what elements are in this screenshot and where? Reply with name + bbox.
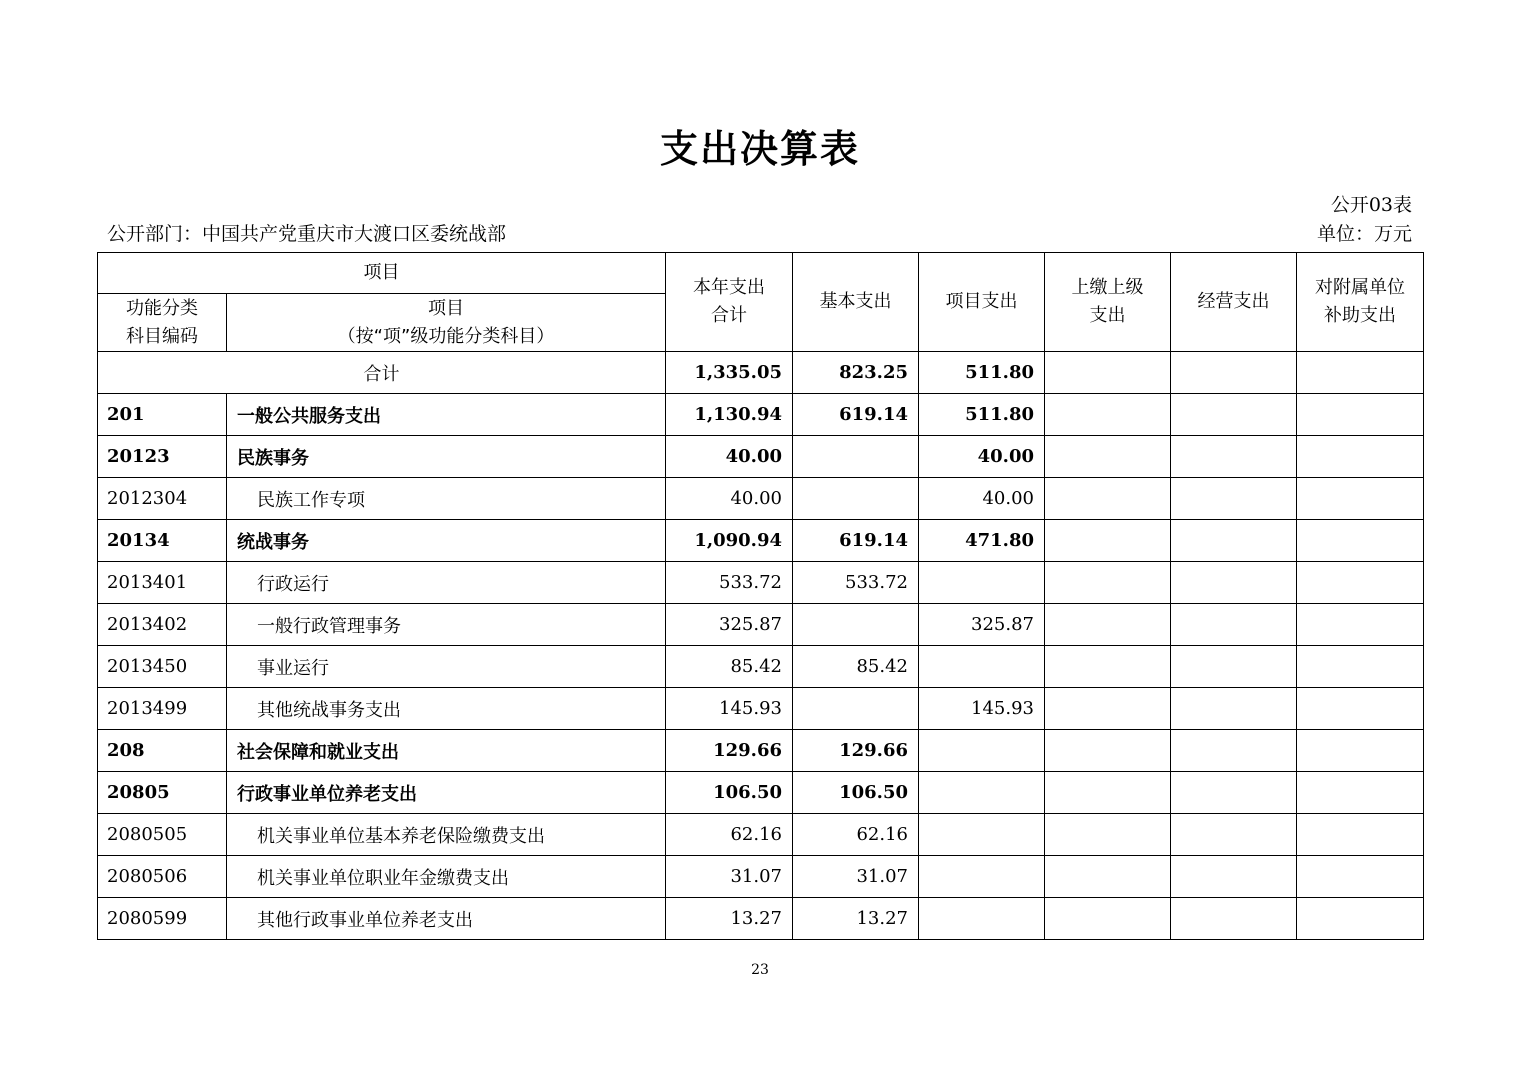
header-project-expenditure: 项目支出 xyxy=(919,253,1045,352)
business-cell xyxy=(1171,352,1297,394)
subsidy-cell xyxy=(1297,436,1424,478)
header-subsidy: 对附属单位 补助支出 xyxy=(1297,253,1424,352)
table-row xyxy=(98,898,1424,940)
business-cell xyxy=(1171,436,1297,478)
header-upper: 上缴上级 支出 xyxy=(1045,253,1171,352)
business-cell xyxy=(1171,688,1297,730)
subsidy-cell xyxy=(1297,856,1424,898)
code-cell: 2080599 xyxy=(98,898,227,940)
subsidy-cell xyxy=(1297,898,1424,940)
header-business: 经营支出 xyxy=(1171,253,1297,352)
expenditure-table xyxy=(97,252,1424,940)
project-cell: 145.93 xyxy=(919,688,1045,730)
basic-cell xyxy=(793,604,919,646)
subsidy-cell xyxy=(1297,772,1424,814)
code-cell: 2013450 xyxy=(98,646,227,688)
total-cell: 106.50 xyxy=(666,772,793,814)
business-cell xyxy=(1171,562,1297,604)
table-row xyxy=(98,646,1424,688)
upper-cell xyxy=(1045,562,1171,604)
item-name-cell: 一般公共服务支出 xyxy=(227,394,666,436)
project-cell: 471.80 xyxy=(919,520,1045,562)
page-number: 23 xyxy=(751,962,769,978)
total-cell: 40.00 xyxy=(666,436,793,478)
table-row xyxy=(98,856,1424,898)
total-cell: 145.93 xyxy=(666,688,793,730)
basic-cell: 85.42 xyxy=(793,646,919,688)
project-cell xyxy=(919,730,1045,772)
upper-cell xyxy=(1045,352,1171,394)
code-cell: 2013401 xyxy=(98,562,227,604)
code-cell: 2013499 xyxy=(98,688,227,730)
total-cell: 1,335.05 xyxy=(666,352,793,394)
upper-cell xyxy=(1045,772,1171,814)
table-row xyxy=(98,688,1424,730)
item-name-cell: 民族事务 xyxy=(227,436,666,478)
total-cell: 31.07 xyxy=(666,856,793,898)
code-cell: 20123 xyxy=(98,436,227,478)
header-code: 功能分类 科目编码 xyxy=(98,294,227,352)
project-cell: 40.00 xyxy=(919,436,1045,478)
item-name-cell: 行政运行 xyxy=(227,562,666,604)
page-title: 支出决算表 xyxy=(659,127,860,171)
business-cell xyxy=(1171,730,1297,772)
project-cell xyxy=(919,562,1045,604)
header-basic: 基本支出 xyxy=(793,253,919,352)
business-cell xyxy=(1171,856,1297,898)
subsidy-cell xyxy=(1297,352,1424,394)
item-name-cell: 统战事务 xyxy=(227,520,666,562)
item-name-cell: 机关事业单位基本养老保险缴费支出 xyxy=(227,814,666,856)
total-cell: 1,090.94 xyxy=(666,520,793,562)
basic-cell: 533.72 xyxy=(793,562,919,604)
total-cell: 1,130.94 xyxy=(666,394,793,436)
business-cell xyxy=(1171,520,1297,562)
total-cell: 62.16 xyxy=(666,814,793,856)
upper-cell xyxy=(1045,730,1171,772)
total-cell: 85.42 xyxy=(666,646,793,688)
basic-cell xyxy=(793,478,919,520)
subsidy-cell xyxy=(1297,814,1424,856)
code-cell: 20805 xyxy=(98,772,227,814)
item-name-cell: 一般行政管理事务 xyxy=(227,604,666,646)
project-cell: 325.87 xyxy=(919,604,1045,646)
basic-cell: 823.25 xyxy=(793,352,919,394)
total-cell: 325.87 xyxy=(666,604,793,646)
item-name-cell: 社会保障和就业支出 xyxy=(227,730,666,772)
upper-cell xyxy=(1045,478,1171,520)
project-cell xyxy=(919,856,1045,898)
department-label: 公开部门：中国共产党重庆市大渡口区委统战部 xyxy=(107,223,507,245)
total-cell: 129.66 xyxy=(666,730,793,772)
header-item: 项目 （按“项”级功能分类科目） xyxy=(227,294,666,352)
total-cell: 533.72 xyxy=(666,562,793,604)
project-cell xyxy=(919,772,1045,814)
code-cell: 201 xyxy=(98,394,227,436)
subsidy-cell xyxy=(1297,520,1424,562)
basic-cell: 31.07 xyxy=(793,856,919,898)
upper-cell xyxy=(1045,436,1171,478)
table-row xyxy=(98,772,1424,814)
business-cell xyxy=(1171,772,1297,814)
total-cell: 13.27 xyxy=(666,898,793,940)
code-cell: 2012304 xyxy=(98,478,227,520)
basic-cell: 106.50 xyxy=(793,772,919,814)
basic-cell: 62.16 xyxy=(793,814,919,856)
subsidy-cell xyxy=(1297,394,1424,436)
upper-cell xyxy=(1045,394,1171,436)
table-row xyxy=(98,520,1424,562)
subsidy-cell xyxy=(1297,688,1424,730)
upper-cell xyxy=(1045,520,1171,562)
header-project: 项目 xyxy=(98,253,666,294)
upper-cell xyxy=(1045,814,1171,856)
business-cell xyxy=(1171,478,1297,520)
item-name-cell: 行政事业单位养老支出 xyxy=(227,772,666,814)
subsidy-cell xyxy=(1297,730,1424,772)
table-code: 公开03表 xyxy=(1330,194,1412,216)
basic-cell: 129.66 xyxy=(793,730,919,772)
business-cell xyxy=(1171,814,1297,856)
subsidy-cell xyxy=(1297,646,1424,688)
upper-cell xyxy=(1045,688,1171,730)
unit-label: 单位：万元 xyxy=(1316,223,1412,245)
table-row xyxy=(98,604,1424,646)
business-cell xyxy=(1171,646,1297,688)
table-row xyxy=(98,394,1424,436)
business-cell xyxy=(1171,898,1297,940)
subsidy-cell xyxy=(1297,478,1424,520)
project-cell: 511.80 xyxy=(919,352,1045,394)
basic-cell: 619.14 xyxy=(793,394,919,436)
total-cell: 40.00 xyxy=(666,478,793,520)
upper-cell xyxy=(1045,898,1171,940)
project-cell: 511.80 xyxy=(919,394,1045,436)
upper-cell xyxy=(1045,646,1171,688)
total-label: 合计 xyxy=(98,352,666,394)
item-name-cell: 机关事业单位职业年金缴费支出 xyxy=(227,856,666,898)
table-row xyxy=(98,478,1424,520)
upper-cell xyxy=(1045,856,1171,898)
basic-cell: 619.14 xyxy=(793,520,919,562)
basic-cell xyxy=(793,436,919,478)
project-cell xyxy=(919,898,1045,940)
header-total: 本年支出 合计 xyxy=(666,253,793,352)
upper-cell xyxy=(1045,604,1171,646)
item-name-cell: 民族工作专项 xyxy=(227,478,666,520)
total-row xyxy=(98,352,1424,394)
code-cell: 2080505 xyxy=(98,814,227,856)
code-cell: 2080506 xyxy=(98,856,227,898)
basic-cell xyxy=(793,688,919,730)
subsidy-cell xyxy=(1297,562,1424,604)
subsidy-cell xyxy=(1297,604,1424,646)
table-row xyxy=(98,730,1424,772)
item-name-cell: 事业运行 xyxy=(227,646,666,688)
code-cell: 20134 xyxy=(98,520,227,562)
table-row xyxy=(98,814,1424,856)
business-cell xyxy=(1171,604,1297,646)
basic-cell: 13.27 xyxy=(793,898,919,940)
project-cell xyxy=(919,646,1045,688)
business-cell xyxy=(1171,394,1297,436)
code-cell: 2013402 xyxy=(98,604,227,646)
project-cell xyxy=(919,814,1045,856)
code-cell: 208 xyxy=(98,730,227,772)
project-cell: 40.00 xyxy=(919,478,1045,520)
table-row xyxy=(98,436,1424,478)
item-name-cell: 其他行政事业单位养老支出 xyxy=(227,898,666,940)
item-name-cell: 其他统战事务支出 xyxy=(227,688,666,730)
table-row xyxy=(98,562,1424,604)
